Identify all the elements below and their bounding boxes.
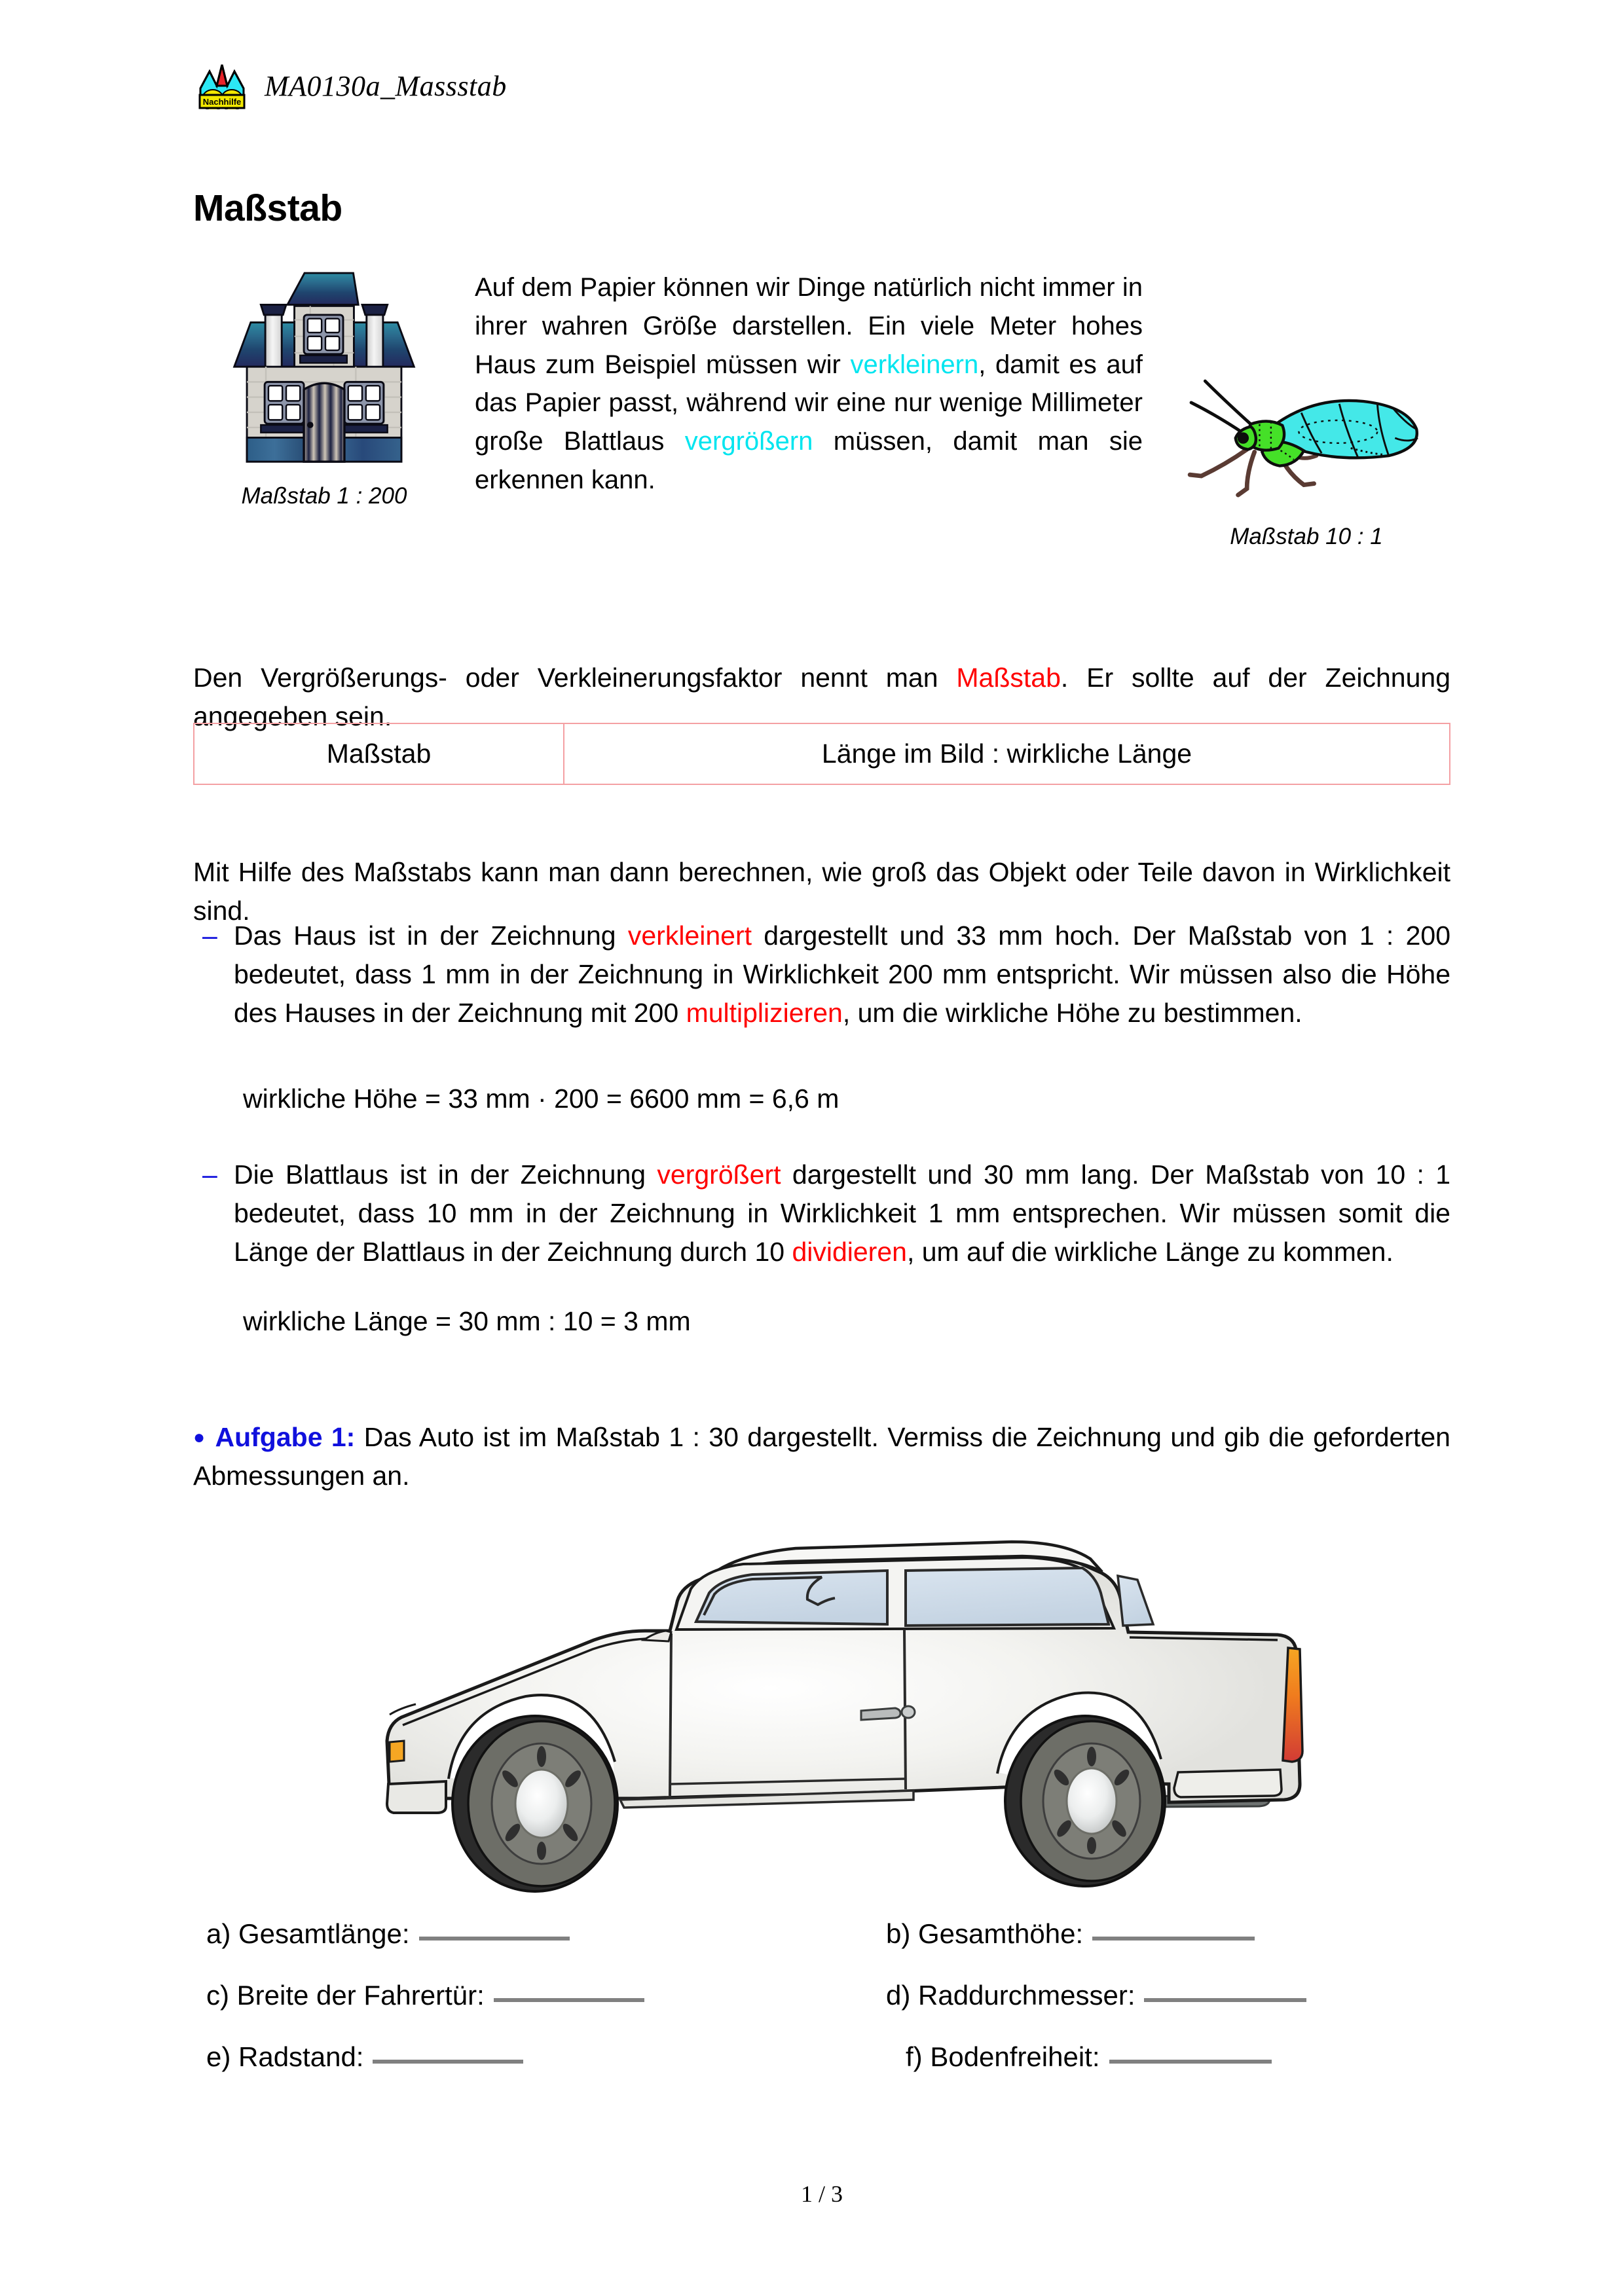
intro-accent-verkleinern: verkleinern xyxy=(850,350,979,379)
house-illustration xyxy=(229,466,419,477)
house-figure xyxy=(193,265,455,509)
answer-field-c[interactable] xyxy=(206,1980,828,2011)
page-number-footer: 1 / 3 xyxy=(800,2181,843,2207)
answer-row xyxy=(206,1918,1450,1950)
table-cell-ratio: Länge im Bild : wirkliche Länge xyxy=(564,723,1450,784)
answer-fields-grid xyxy=(206,1918,1450,2103)
answer-label-a: a) Gesamtlänge: xyxy=(206,1918,410,1949)
formula-aphid-length: wirkliche Länge = 30 mm : 10 = 3 mm xyxy=(243,1306,691,1336)
table-cell-maszstab: Maßstab xyxy=(194,723,564,784)
dash-bullet-icon: – xyxy=(202,920,217,951)
answer-label-e: e) Radstand: xyxy=(206,2041,364,2072)
answer-field-e[interactable] xyxy=(206,2041,828,2073)
answer-field-b[interactable] xyxy=(828,1918,1450,1950)
dash1-part3: , um die wirkliche Höhe zu bestimmen. xyxy=(842,998,1302,1029)
answer-label-b: b) Gesamthöhe: xyxy=(886,1918,1084,1949)
document-header xyxy=(196,62,507,109)
svg-text:Nachhilfe: Nachhilfe xyxy=(202,97,242,107)
dash2-part2: dargestellt und 30 mm lang. Der Maßstab von 10 : 1 bedeutet, dass 10 mm in der Zeichnung in Wirklichkeit 1 mm entsprechen. Wir müssen somit die Länge der Blattlaus in der Zeichnung durch 10 xyxy=(234,1159,1451,1267)
paragraph-mithilfe: Mit Hilfe des Maßstabs kann man dann berechnen, wie groß das Objekt oder Teile davon in Wirklichkeit sind. xyxy=(193,857,1450,926)
list-item xyxy=(193,1156,1450,1271)
dash1-accent-multiplizieren: multiplizieren xyxy=(686,998,843,1029)
task-bullet-icon: ● xyxy=(193,1427,207,1448)
aphid-figure xyxy=(1162,265,1450,550)
car-illustration xyxy=(363,1476,1326,1895)
answer-field-d[interactable] xyxy=(828,1980,1450,2011)
intro-paragraph xyxy=(455,265,1162,500)
list-item-aphid-explanation xyxy=(234,1156,1450,1271)
answer-row xyxy=(206,1980,1450,2011)
para-maszstab-part2: . Er sollte auf der Zeichnung angegeben sein. xyxy=(193,663,1450,732)
dash2-accent-vergroessert: vergrößert xyxy=(657,1159,781,1190)
answer-blank-b[interactable] xyxy=(1092,1937,1255,1941)
task-1-label: Aufgabe 1: xyxy=(215,1422,356,1452)
dash2-part3: , um auf die wirkliche Länge zu kommen. xyxy=(906,1237,1393,1267)
intro-section xyxy=(193,265,1450,550)
header-title: MA0130a_Massstab xyxy=(265,69,507,102)
intro-text-part2: , damit es auf das Papier passt, während wir eine nur wenige Millimeter große Blattlaus xyxy=(475,350,1143,456)
dash2-accent-dividieren: dividieren xyxy=(792,1237,907,1267)
task-1-text: Das Auto ist im Maßstab 1 : 30 dargestellt. Vermiss die Zeichnung und gib die geforderten Abmessungen an. xyxy=(193,1422,1450,1491)
mountain-logo-icon xyxy=(196,62,248,109)
list-item xyxy=(193,917,1450,1032)
aphid-caption: Maßstab 10 : 1 xyxy=(1230,524,1383,549)
house-caption: Maßstab 1 : 200 xyxy=(241,483,407,509)
definition-table xyxy=(193,723,1450,785)
aphid-illustration xyxy=(1179,507,1434,518)
list-item-house-explanation xyxy=(234,917,1450,1032)
dash1-accent-verkleinert: verkleinert xyxy=(627,920,752,951)
dash1-part1: Das Haus ist in der Zeichnung xyxy=(234,920,628,951)
answer-row xyxy=(206,2041,1450,2073)
answer-field-a[interactable] xyxy=(206,1918,828,1950)
intro-accent-vergroessern: vergrößern xyxy=(684,427,813,456)
answer-blank-e[interactable] xyxy=(373,2060,523,2064)
answer-label-d: d) Raddurchmesser: xyxy=(886,1980,1135,2011)
para-maszstab-accent: Maßstab xyxy=(956,663,1061,693)
answer-blank-c[interactable] xyxy=(494,1998,644,2002)
answer-label-f: f) Bodenfreiheit: xyxy=(906,2041,1100,2072)
answer-field-f[interactable] xyxy=(828,2041,1450,2073)
answer-label-c: c) Breite der Fahrertür: xyxy=(206,1980,485,2011)
intro-text-part1: Auf dem Papier können wir Dinge natürlich nicht immer in ihrer wahren Größe darstellen. Ein viele Meter hohes Haus zum Beispiel müssen wir xyxy=(475,273,1143,379)
intro-text-part3: müssen, damit man sie erkennen kann. xyxy=(475,427,1143,494)
answer-blank-f[interactable] xyxy=(1109,2060,1272,2064)
table-row xyxy=(194,723,1450,784)
formula-house-height: wirkliche Höhe = 33 mm · 200 = 6600 mm = 6,6 m xyxy=(243,1084,840,1114)
dash2-part1: Die Blattlaus ist in der Zeichnung xyxy=(234,1159,657,1190)
answer-blank-a[interactable] xyxy=(419,1937,570,1941)
para-maszstab-part1: Den Vergrößerungs- oder Verkleinerungsfaktor nennt man xyxy=(193,663,957,693)
page-title: Maßstab xyxy=(193,187,342,229)
dash1-part2: dargestellt und 33 mm hoch. Der Maßstab von 1 : 200 bedeutet, dass 1 mm in der Zeichnung in Wirklichkeit 200 mm entspricht. Wir müssen also die Höhe des Hauses in der Zeichnung mit 200 xyxy=(234,920,1450,1029)
answer-blank-d[interactable] xyxy=(1144,1998,1306,2002)
dash-bullet-icon: – xyxy=(202,1159,217,1190)
